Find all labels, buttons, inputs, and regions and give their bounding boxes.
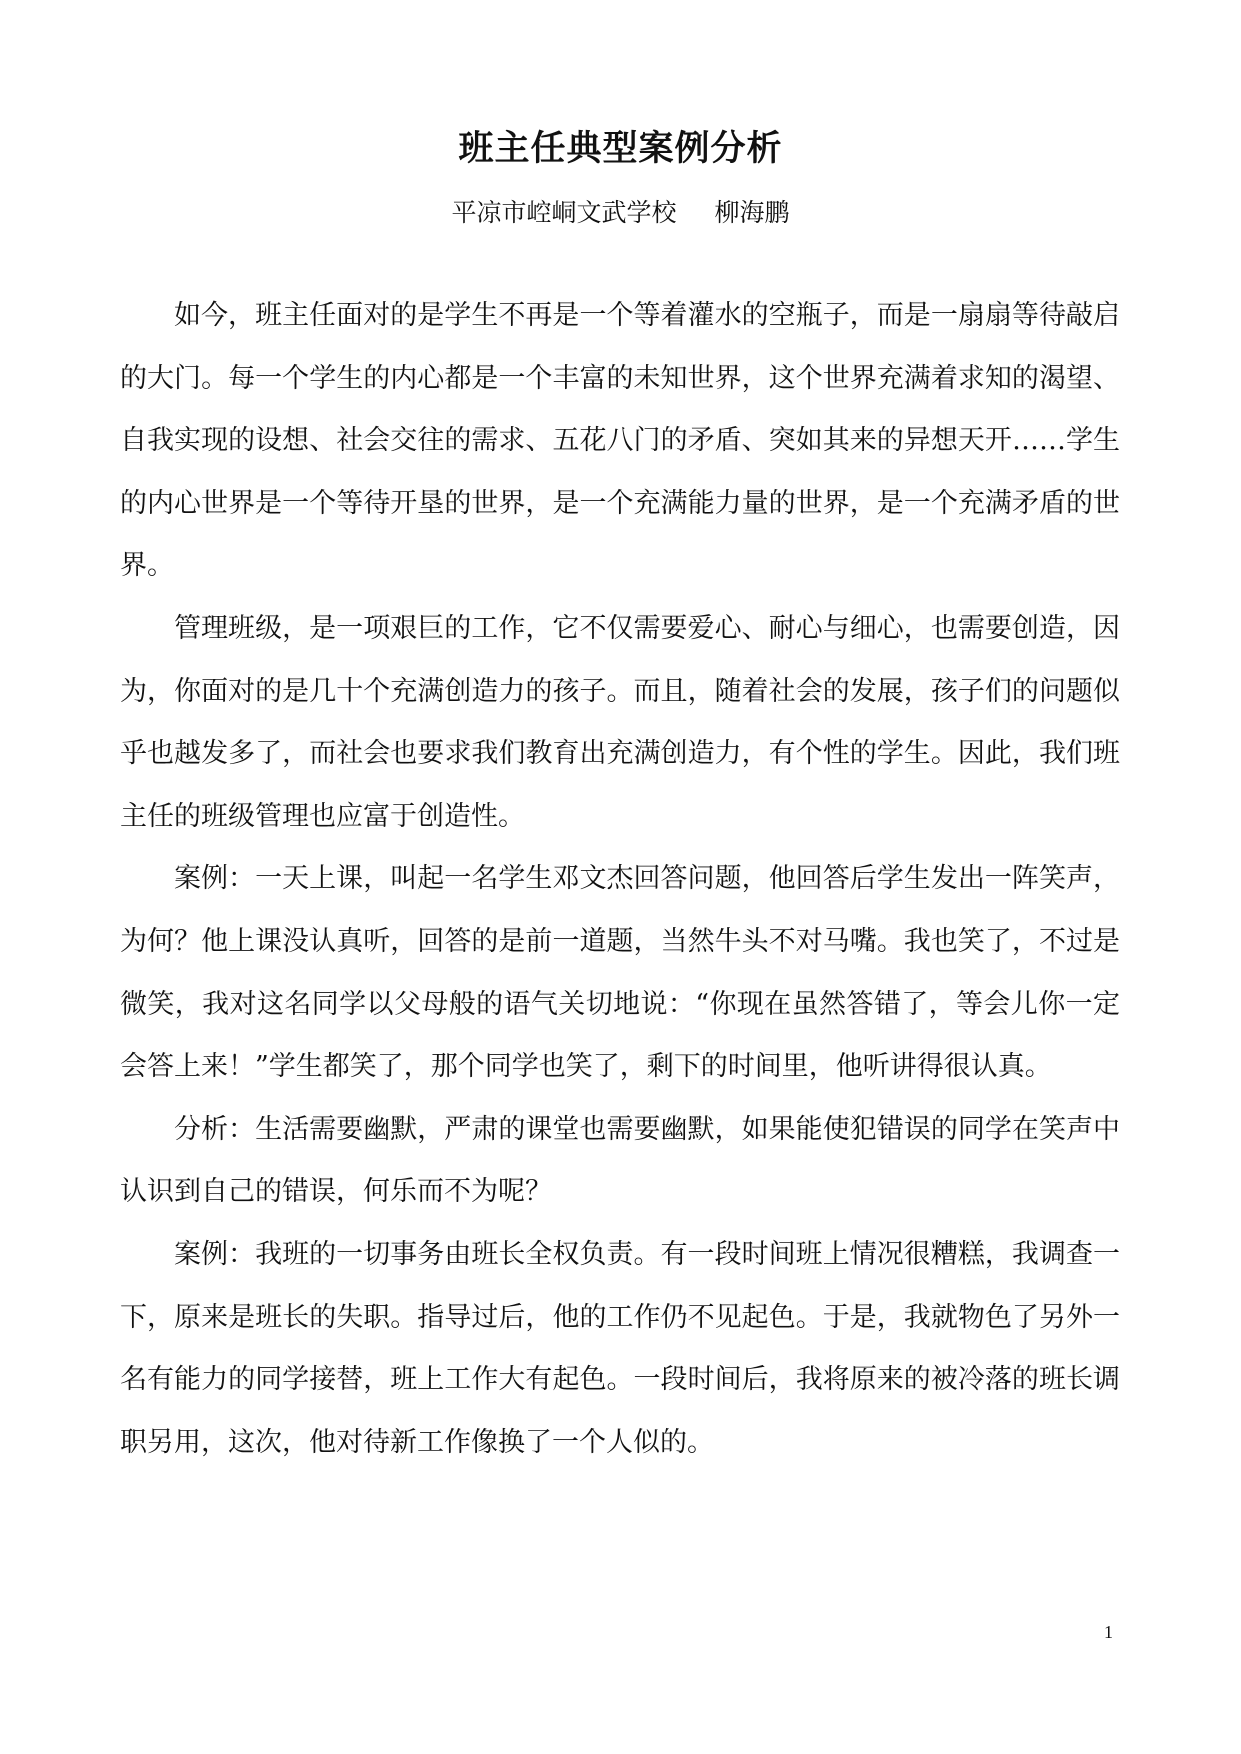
paragraph-intro: 如今，班主任面对的是学生不再是一个等着灌水的空瓶子，而是一扇扇等待敲启的大门。每一个学生的内心都是一个丰富的未知世界，这个世界充满着求知的渴望、自我实现的设想、社会交往的需求、五花八门的矛盾、突如其来的异想天开……学生的内心世界是一个等待开垦的世界，是一个充满能力量的世界，是一个充满矛盾的世界。 <box>120 300 1120 582</box>
paragraph-analysis-1: 分析：生活需要幽默，严肃的课堂也需要幽默，如果能使犯错误的同学在笑声中认识到自己的错误，何乐而不为呢？ <box>120 1113 1120 1208</box>
paragraph-case-1: 案例：一天上课，叫起一名学生邓文杰回答问题，他回答后学生发出一阵笑声，为何？他上课没认真听，回答的是前一道题，当然牛头不对马嘴。我也笑了，不过是微笑，我对这名同学以父母般的语气关切地说：“你现在虽然答错了，等会儿你一定会答上来！”学生都笑了，那个同学也笑了，剩下的时间里，他听讲得很认真。 <box>120 863 1120 1083</box>
school-name: 平凉市崆峒文武学校 <box>451 198 677 227</box>
paragraph-management: 管理班级，是一项艰巨的工作，它不仅需要爱心、耐心与细心，也需要创造，因为，你面对的是几十个充满创造力的孩子。而且，随着社会的发展，孩子们的问题似乎也越发多了，而社会也要求我们教育出充满创造力，有个性的学生。因此，我们班主任的班级管理也应富于创造性。 <box>120 612 1120 832</box>
author-name: 柳海鹏 <box>714 198 790 227</box>
document-title: 班主任典型案例分析 <box>458 129 783 169</box>
paragraph-case-2: 案例：我班的一切事务由班长全权负责。有一段时间班上情况很糟糕，我调查一下，原来是班长的失职。指导过后，他的工作仍不见起色。于是，我就物色了另外一名有能力的同学接替，班上工作大有起色。一段时间后，我将原来的被冷落的班长调职另用，这次，他对待新工作像换了一个人似的。 <box>120 1238 1120 1458</box>
page-number: 1 <box>1104 1622 1113 1642</box>
byline <box>0 193 1241 233</box>
article-body <box>120 285 1120 1474</box>
